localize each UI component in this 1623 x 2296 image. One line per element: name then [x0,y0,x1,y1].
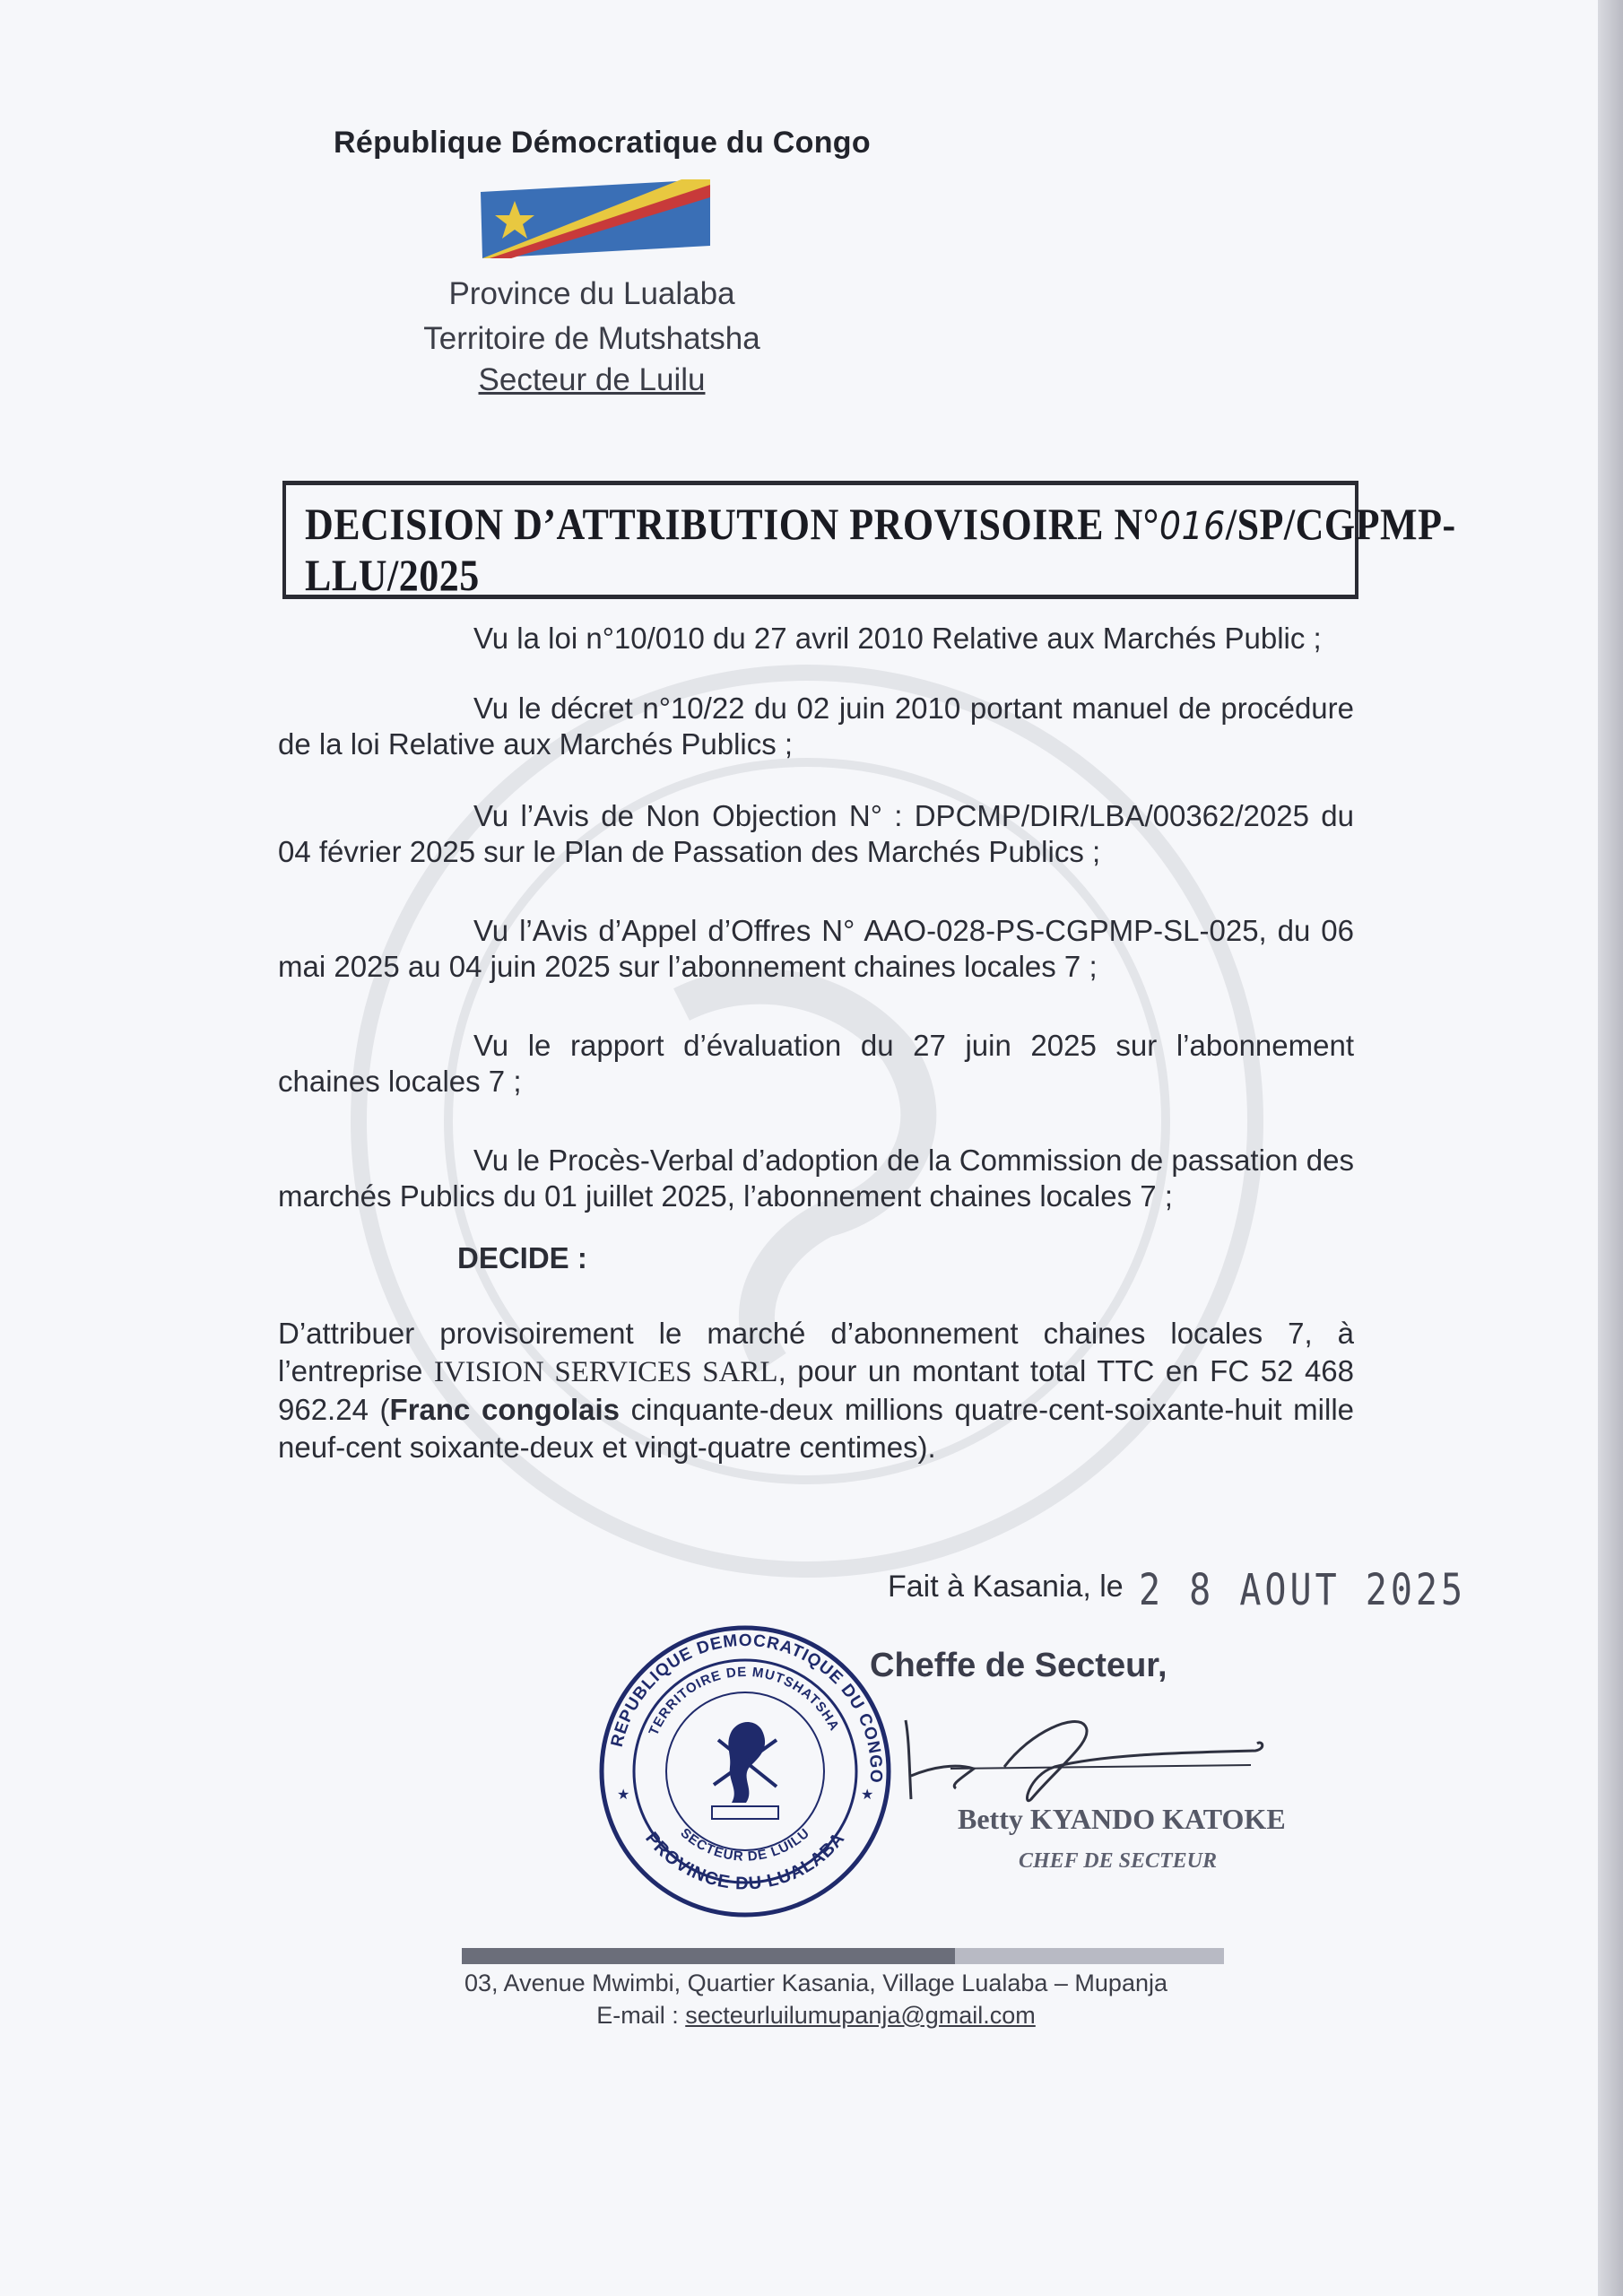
watermark-seal [269,628,1345,1614]
consideration-4: Vu l’Avis d’Appel d’Offres N° AAO-028-PS-CGPMP-SL-025, du 06 mai 2025 au 04 juin 2025 sur l’abonnement chaines locales 7 ; [278,914,1354,983]
title-number-handwritten: 016 [1159,503,1226,548]
consideration-5: Vu le rapport d’évaluation du 27 juin 2025 sur l’abonnement chaines locales 7 ; [278,1029,1354,1098]
sector-name: Secteur de Luilu [478,362,706,397]
footer-email-line [448,2002,1184,2030]
title-suffix: /SP/CGPMP-LLU/2025 [305,500,1456,601]
territory-name: Territoire de Mutshatsha [423,321,760,356]
scan-edge-shadow [1598,0,1623,2296]
company-name: IVISION SERVICES SARL [433,1356,778,1388]
leopard-emblem-icon [712,1722,778,1819]
country-name: République Démocratique du Congo [334,126,871,160]
date-stamp: 2 8 AOUT 2025 [1139,1566,1467,1616]
consideration-1: Vu la loi n°10/010 du 27 avril 2010 Relative aux Marchés Public ; [473,622,1322,655]
seal-bottom-inner-text: SECTEUR DE LUILU [677,1825,813,1865]
seal-star-right-icon: ★ [861,1787,874,1803]
footer-divider-bar [462,1948,1224,1964]
drc-flag-icon [475,176,717,262]
seal-outer-text: REPUBLIQUE DEMOCRATIQUE DU CONGO [607,1631,886,1785]
seal-star-left-icon: ★ [617,1787,630,1803]
official-seal [597,1623,893,1919]
signature-handwritten [897,1713,1273,1812]
consideration-2: Vu le décret n°10/22 du 02 juin 2010 portant manuel de procédure de la loi Relative aux Marchés Publics ; [278,691,1354,761]
signer-role: CHEF DE SECTEUR [1019,1849,1217,1873]
footer-email-label: E-mail : [596,2002,686,2029]
decision-paragraph: D’attribuer provisoirement le marché d’abonnement chaines locales 7, à l’entreprise IVISION SERVICES SARL, pour un montant total TTC en FC 52 468 962.24 (Franc congolais cinquante-deux millions quatre-cent-soixante-huit mille neuf-cent soixante-deux et vingt-quatre centimes). [278,1317,1354,1464]
province-name: Province du Lualaba [448,276,735,311]
seal-bottom-outer-text: PROVINCE DU LUALABA [641,1828,849,1894]
decide-heading: DECIDE : [457,1241,587,1274]
title-prefix: DECISION D’ATTRIBUTION PROVISOIRE N° [305,500,1159,549]
seal-inner-text: TERRITOIRE DE MUTSHATSHA [646,1664,843,1738]
footer-address: 03, Avenue Mwimbi, Quartier Kasania, Village Lualaba – Mupanja [464,1970,1167,1996]
svg-text:SECTEUR DE LUILU [677,1825,812,1865]
consideration-6: Vu le Procès-Verbal d’adoption de la Commission de passation des marchés Publics du 01 juillet 2025, l’abonnement chaines locales 7 ; [278,1144,1355,1213]
place-date-label: Fait à Kasania, le [888,1570,1124,1604]
footer-email-link[interactable]: secteurluilumupanja@gmail.com [685,2002,1036,2029]
decision-title [305,499,1605,601]
chief-title: Cheffe de Secteur, [870,1647,1167,1684]
signer-name: Betty KYANDO KATOKE [958,1803,1286,1835]
consideration-3: Vu l’Avis de Non Objection N° : DPCMP/DIR/LBA/00362/2025 du 04 février 2025 sur le Plan de Passation des Marchés Publics ; [278,799,1354,868]
